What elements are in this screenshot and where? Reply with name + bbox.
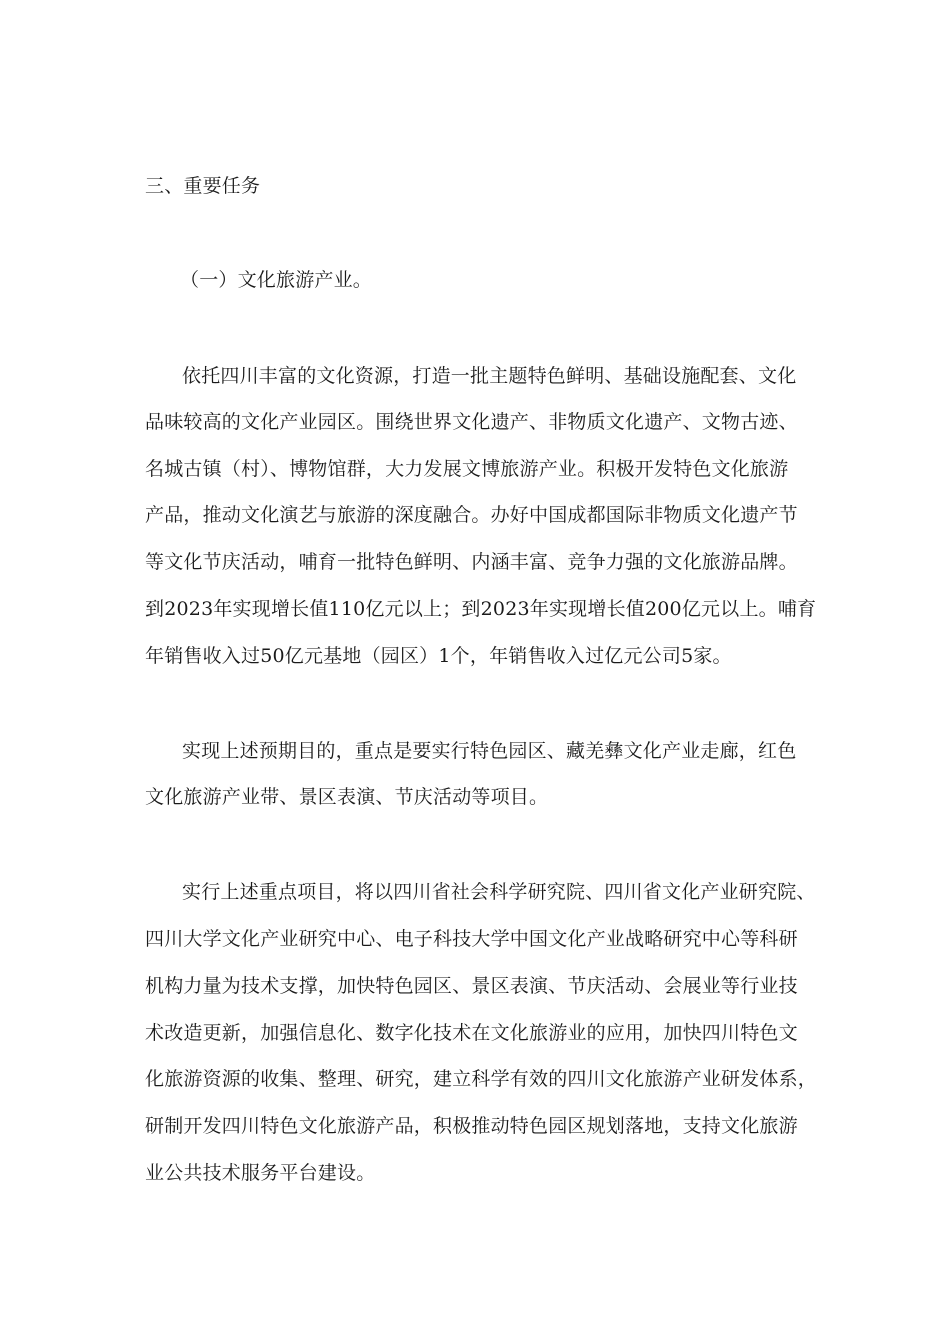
paragraph-line: 依托四川丰富的文化资源，打造一批主题特色鲜明、基础设施配套、文化 <box>182 365 797 387</box>
paragraph-line: 年销售收入过50亿元基地（园区）1个，年销售收入过亿元公司5家。 <box>145 645 732 667</box>
paragraph-line: 化旅游资源的收集、整理、研究，建立科学有效的四川文化旅游产业研发体系， <box>145 1068 818 1090</box>
paragraph-line: 到2023年实现增长值110亿元以上；到2023年实现增长值200亿元以上。哺育 <box>145 598 817 620</box>
paragraph-line: 名城古镇（村）、博物馆群，大力发展文博旅游产业。积极开发特色文化旅游 <box>145 458 789 480</box>
paragraph-line: 文化旅游产业带、景区表演、节庆活动等项目。 <box>145 786 549 808</box>
paragraph-line: 等文化节庆活动，哺育一批特色鲜明、内涵丰富、竞争力强的文化旅游品牌。 <box>145 551 798 573</box>
paragraph-line: 产品，推动文化演艺与旅游的深度融合。办好中国成都国际非物质文化遗产节 <box>145 504 798 526</box>
paragraph-line: 实现上述预期目的，重点是要实行特色园区、藏羌彝文化产业走廊，红色 <box>182 740 797 762</box>
paragraph-line: 实行上述重点项目，将以四川省社会科学研究院、四川省文化产业研究院、 <box>182 881 816 903</box>
section-title: 三、重要任务 <box>145 175 261 197</box>
paragraph-line: 品味较高的文化产业园区。围绕世界文化遗产、非物质文化遗产、文物古迹、 <box>145 411 798 433</box>
subsection-title: （一）文化旅游产业。 <box>180 269 373 291</box>
paragraph-line: 机构力量为技术支撑，加快特色园区、景区表演、节庆活动、会展业等行业技 <box>145 975 798 997</box>
paragraph-line: 四川大学文化产业研究中心、电子科技大学中国文化产业战略研究中心等科研 <box>145 928 798 950</box>
paragraph-line: 研制开发四川特色文化旅游产品，积极推动特色园区规划落地，支持文化旅游 <box>145 1115 798 1137</box>
paragraph-line: 业公共技术服务平台建设。 <box>145 1162 376 1184</box>
paragraph-line: 术改造更新，加强信息化、数字化技术在文化旅游业的应用，加快四川特色文 <box>145 1022 798 1044</box>
